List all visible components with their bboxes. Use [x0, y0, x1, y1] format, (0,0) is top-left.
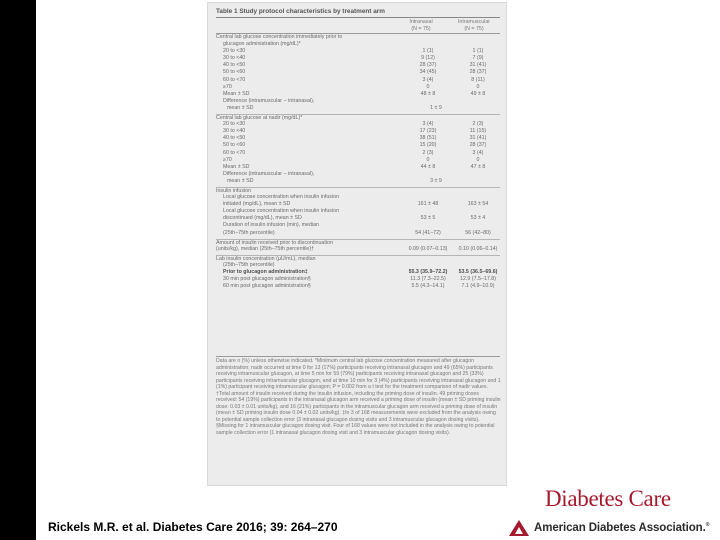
table-row — [216, 164, 500, 171]
cell-intranasal: 17 (23) — [419, 128, 437, 135]
cell-intranasal: 28 (37) — [419, 62, 437, 69]
table-row — [216, 84, 500, 91]
cell-intranasal: 2 (3) — [422, 149, 434, 156]
cell-intramuscular: 53 ± 4 — [470, 215, 486, 222]
table-row — [216, 187, 500, 194]
row-label: 50 to <60 — [223, 69, 246, 76]
cell-intranasal: 161 ± 48 — [417, 201, 439, 208]
ada-triangle-icon — [508, 519, 530, 537]
row-label: Local glucose concentration when insulin infusion — [223, 208, 340, 215]
row-label: 50 to <60 — [223, 142, 246, 149]
row-label: 30 min post glucagon administration§ — [223, 276, 311, 283]
row-label: Difference (intramuscular − intranasal), — [223, 97, 315, 104]
row-label: Duration of insulin infusion (min), median — [223, 222, 319, 229]
cell-intranasal: 44 ± 8 — [420, 163, 436, 170]
table-row — [216, 157, 500, 164]
table-row — [216, 121, 500, 128]
ada-name: American Diabetes Association.® — [534, 522, 710, 534]
table-bottom-rule — [216, 356, 500, 357]
table-row — [216, 69, 500, 76]
cell-intramuscular: 163 ± 54 — [467, 201, 489, 208]
row-label: 40 to <50 — [223, 62, 246, 69]
cell-intranasal: 53 ± 5 — [420, 215, 436, 222]
row-label: 40 to <50 — [223, 135, 246, 142]
cell-difference: 3 ± 9 — [430, 177, 442, 184]
diabetes-care-logo: Diabetes Care — [545, 486, 671, 511]
cell-intranasal: 38 (51) — [419, 135, 437, 142]
table-row — [216, 255, 500, 262]
cell-intranasal: 48 ± 8 — [420, 90, 436, 97]
table-row — [216, 55, 500, 62]
cell-intramuscular: 7.1 (4.9–10.9) — [461, 283, 495, 290]
row-label: Local glucose concentration when insulin infusion — [223, 194, 340, 201]
cell-intranasal: 11.3 (7.3–22.5) — [410, 276, 446, 283]
table-row — [216, 239, 500, 246]
table-row — [216, 171, 500, 178]
table-row — [216, 98, 500, 105]
study-table-image — [207, 2, 507, 486]
table-row — [216, 135, 500, 142]
table-row — [216, 215, 500, 222]
row-label: 30 to <40 — [223, 128, 246, 135]
row-label: 30 to <40 — [223, 55, 246, 62]
row-label: Mean ± SD — [223, 90, 250, 97]
table-row — [216, 283, 500, 290]
table-row — [216, 208, 500, 215]
table-row — [216, 114, 500, 121]
cell-intramuscular: 53.5 (36.5–69.6) — [458, 269, 498, 275]
row-label: ≥70 — [223, 83, 232, 90]
cell-intramuscular: 0 — [476, 156, 480, 163]
cell-intramuscular: 1 (1) — [472, 48, 484, 55]
row-label: glucagon administration (mg/dL)* — [223, 41, 301, 48]
cell-intramuscular: 28 (37) — [469, 142, 487, 149]
cell-intranasal: 34 (45) — [419, 69, 437, 76]
cell-intranasal: 1 (1) — [422, 48, 434, 55]
cell-difference: 1 ± 9 — [430, 104, 442, 111]
cell-intramuscular: 3 (4) — [472, 149, 484, 156]
cell-intranasal: 54 (41–72) — [415, 229, 441, 236]
cell-intranasal: 3 (4) — [422, 121, 434, 128]
row-label: (25th−75th percentile) — [223, 229, 275, 236]
cell-intramuscular: 7 (9) — [472, 55, 484, 62]
cell-intranasal: 15 (20) — [419, 142, 437, 149]
cell-intramuscular: 0.10 (0.06–0.14) — [458, 245, 498, 252]
cell-intranasal: 55.3 (35.9–72.2) — [408, 269, 448, 275]
cell-intranasal: 3 (4) — [422, 76, 434, 83]
column-header-intramuscular: Intramuscular (N = 75) — [457, 19, 491, 32]
cell-intramuscular: 56 (42–80) — [465, 229, 491, 236]
cell-intramuscular: 8 (11) — [471, 76, 485, 83]
table-row — [216, 34, 500, 41]
table-row — [216, 194, 500, 201]
cell-intranasal: 0 — [426, 156, 430, 163]
table-row — [216, 150, 500, 157]
cell-intramuscular: 2 (3) — [472, 121, 484, 128]
row-label: 20 to <30 — [223, 48, 246, 55]
row-label: 60 to <70 — [223, 76, 246, 83]
cell-intramuscular: 0 — [476, 83, 480, 90]
table-row — [216, 91, 500, 98]
table-row — [216, 201, 500, 208]
row-label: 20 to <30 — [223, 121, 246, 128]
citation: Rickels M.R. et al. Diabetes Care 2016; 39: 264–270 — [48, 520, 338, 534]
row-label: Mean ± SD — [223, 163, 250, 170]
table-row — [216, 48, 500, 55]
cell-intramuscular: 12.9 (7.5–17.8) — [460, 276, 496, 283]
row-label: Lab insulin concentration (μU/mL), median — [216, 255, 316, 262]
table-row — [216, 246, 500, 253]
cell-intramuscular: 47 ± 8 — [470, 163, 486, 170]
cell-intramuscular: 31 (41) — [469, 62, 487, 69]
table-row — [216, 178, 500, 185]
table-row — [216, 105, 500, 112]
row-label: discontinued (mg/dL), mean ± SD — [223, 215, 302, 222]
column-header-intranasal: Intranasal (N = 75) — [409, 19, 433, 32]
cell-intranasal: 0.09 (0.07–0.13) — [408, 245, 448, 252]
cell-intranasal: 0 — [426, 83, 430, 90]
table-row — [216, 142, 500, 149]
table-footnote: Data are n (%) unless otherwise indicated. *Minimum central lab glucose concentration measured after glucagon administration; nadir occurred at time 0 for 13 (17%) participants receiving intranasal glucagon and 49 (65%) participants receiving intramuscular glucagon, at time 5 min for 59 (79%) participants receiving intranasal glucagon and 25 (33%) participants receiving intramuscular glucagon, and at time 10 min for 3 (4%) participants receiving intranasal glucagon and 1 (1%) participant receiving intramuscular glucagon; P = 0.002 from a t test for the treatment comparison of nadir values. †Total amount of insulin received during the insulin infusion, including the priming dose of insulin. 49 priming doses received: 54 (19%) participants in the intranasal glucagon arm received a priming dose of insulin (mean ± SD priming insulin dose: 0.03 ± 0.01 units/kg), and 16 (21%) participants in the intramuscular glucagon arm received a priming dose of insulin (mean ± SD priming insulin dose 0.04 ± 0.02 units/kg). ‡In 3 of 168 measurements were excluded from the analysis owing to potential sample collection error (3 intranasal glucagon dosing visits and 3 intramuscular glucagon dosing visits). §Missing for 1 intramuscular glucagon dosing visit. Four of 168 values were not included in the analysis owing to potential sample collection error (1 intranasal glucagon dosing visit and 3 intramuscular glucagon dosing visits). — [216, 358, 501, 437]
cell-intramuscular: 11 (15) — [469, 128, 487, 135]
row-label: 60 to <70 — [223, 149, 246, 156]
left-black-bar — [0, 0, 36, 540]
ada-logo — [508, 518, 709, 538]
row-label: mean ± SD — [227, 177, 254, 184]
cell-intramuscular: 49 ± 8 — [470, 90, 486, 97]
table-title: Table 1 Study protocol characteristics by treatment arm — [216, 8, 385, 15]
row-label: initiated (mg/dL), mean ± SD — [223, 201, 291, 208]
table-row — [216, 222, 500, 229]
table-row — [216, 276, 500, 283]
cell-intranasal: 5.5 (4.3–14.1) — [411, 283, 445, 290]
table-row — [216, 262, 500, 269]
row-label: ≥70 — [223, 156, 232, 163]
row-label: (units/kg), median (25th–75th percentile)† — [216, 245, 315, 252]
cell-intramuscular: 31 (41) — [469, 135, 487, 142]
row-label: Insulin infusion — [216, 187, 252, 194]
table-row — [216, 77, 500, 84]
row-label: (25th–75th percentile) — [223, 261, 275, 268]
table-row — [216, 128, 500, 135]
row-label: Central lab glucose at nadir (mg/dL)* — [216, 115, 303, 122]
row-label: Difference (intramuscular − intranasal), — [223, 170, 315, 177]
table-row — [216, 269, 500, 276]
table-row — [216, 62, 500, 69]
row-label: Central lab glucose concentration immediately prior to — [216, 34, 343, 40]
row-label: Prior to glucagon administration‡ — [223, 269, 308, 275]
table-row — [216, 41, 500, 48]
row-label: mean ± SD — [227, 104, 254, 111]
row-label: 60 min post glucagon administration§ — [223, 283, 311, 290]
cell-intramuscular: 28 (37) — [469, 69, 487, 76]
table-top-rule — [216, 17, 500, 18]
table-row — [216, 230, 500, 237]
cell-intranasal: 9 (12) — [421, 55, 435, 62]
row-label: Amount of insulin received prior to discontinuation — [216, 239, 333, 246]
table-body — [216, 34, 500, 290]
